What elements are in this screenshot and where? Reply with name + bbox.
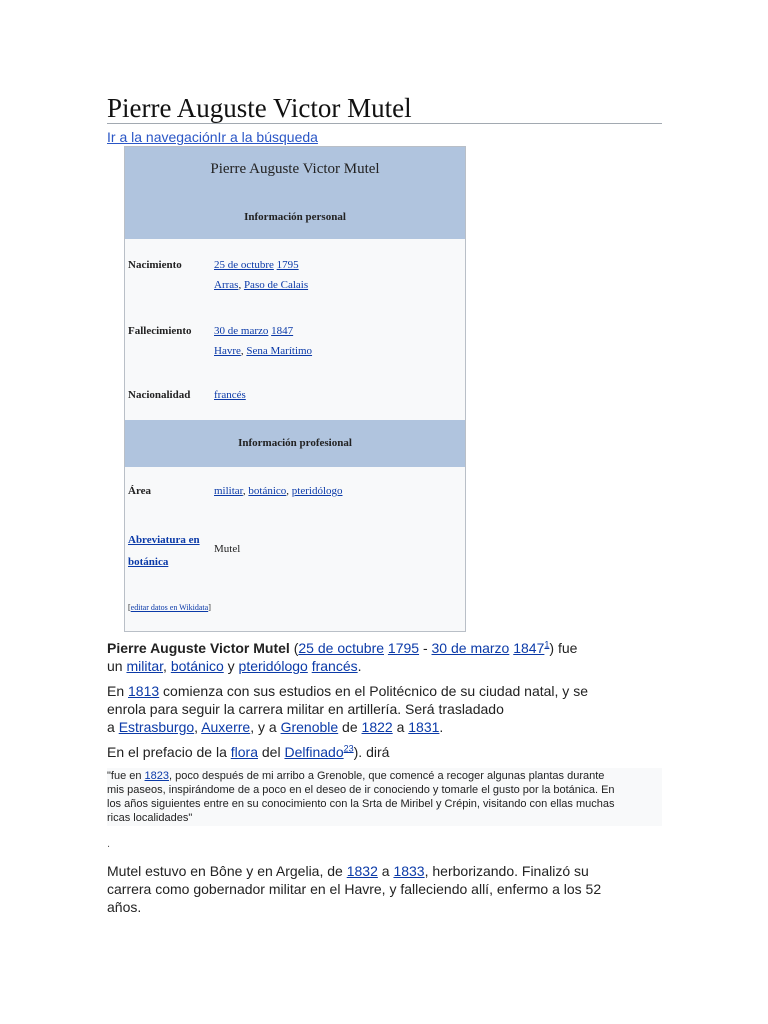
botanico-link[interactable]: botánico [170,658,224,674]
year-1822-link[interactable]: 1822 [361,719,393,735]
text: comienza con sus estudios en el Politécnico de su ciudad natal, y se [159,683,588,699]
death-date-link[interactable]: 30 de marzo [214,325,269,337]
blockquote [107,768,662,826]
frances-link[interactable]: francés [311,658,358,674]
infobox-header [125,147,465,239]
text: un [107,658,127,674]
abbreviation-label-link[interactable] [128,534,200,568]
birth-date-link[interactable]: 25 de octubre [298,640,385,656]
area-botanico-link[interactable]: botánico [248,485,287,497]
text: de [338,719,362,735]
jump-to-search-link[interactable]: Ir a la búsqueda [217,129,318,145]
area-pteridologo-link[interactable]: pteridólogo [291,485,343,497]
death-date-link[interactable]: 30 de marzo [431,640,510,656]
area-value [214,481,343,501]
birth-value [214,255,308,295]
jump-links [107,128,318,146]
text: En el prefacio de la [107,744,231,760]
area-label: Área [128,485,152,497]
infobox-section-professional-header [125,420,465,467]
infobox-title: Pierre Auguste Victor Mutel [210,161,380,177]
nationality-link[interactable]: francés [214,389,246,401]
text: ( [289,640,299,656]
paragraph-career [107,862,662,916]
separator: , [242,485,249,497]
birth-year-link[interactable]: 1795 [387,640,420,656]
text: del [257,744,285,760]
militar-link[interactable]: militar [126,658,164,674]
text: , herborizando. Finalizó su [424,863,589,879]
grenoble-link[interactable]: Grenoble [280,719,339,735]
year-1833-link[interactable]: 1833 [393,863,425,879]
text: a [392,719,409,735]
birth-date-link[interactable]: 25 de octubre [214,259,274,271]
separator: , [240,345,247,357]
text: , [194,719,202,735]
year-1823-link[interactable]: 1823 [144,770,170,782]
text: ). dirá [353,744,390,760]
bracket: ] [208,603,211,612]
separator-dot: . [107,838,111,850]
edit-wikidata-link[interactable]: editar datos en Wikidata [130,603,209,612]
birth-city-link[interactable]: Arras [214,279,239,291]
death-year-link[interactable]: 1847 [513,640,545,656]
text: a [107,719,119,735]
separator: , [286,485,292,497]
birth-label: Nacimiento [128,259,182,271]
delfinado-link[interactable]: Delfinado [284,744,344,760]
abbreviation-value: Mutel [214,543,241,555]
text: enrola para seguir la carrera militar en artillería. Será trasladado [107,701,504,717]
text: , [163,658,171,674]
auxerre-link[interactable]: Auxerre [201,719,251,735]
text: y [223,658,239,674]
bold-name: Pierre Auguste Victor Mutel [107,640,290,656]
title-divider [107,123,662,124]
text: "fue en [107,770,145,782]
infobox-section-professional: Información profesional [238,437,352,449]
nationality-value [214,385,246,405]
text: En [107,683,129,699]
nationality-label: Nacionalidad [128,389,191,401]
page-title: Pierre Auguste Victor Mutel [107,93,412,123]
text: años. [107,899,142,915]
death-year-link[interactable]: 1847 [271,325,294,337]
text: los años siguientes entre en su conocimiento con la Srta de Miribel y Crépin, visitando con ellas muchas [107,798,615,810]
text: a [377,863,394,879]
flora-link[interactable]: flora [230,744,258,760]
estrasburgo-link[interactable]: Estrasburgo [118,719,195,735]
text: ) fue [549,640,578,656]
text: - [419,640,432,656]
text: mis paseos, inspirándome de a poco en el deseo de ir conociendo y tomarle el gusto por la botánica. En [107,784,615,796]
reference-link[interactable]: 23 [343,743,354,754]
infobox [124,146,466,632]
abbreviation-label-line1: Abreviatura en [128,534,200,546]
year-1831-link[interactable]: 1831 [408,719,440,735]
pteridologo-link[interactable]: pteridólogo [238,658,308,674]
text: , poco después de mi arribo a Grenoble, que comencé a recoger algunas plantas durante [169,770,605,782]
paragraph-preface [107,743,662,761]
paragraph-intro [107,639,662,675]
text: , y a [250,719,281,735]
death-city-link[interactable]: Havre [214,345,241,357]
bracket: [ [128,603,131,612]
year-1813-link[interactable]: 1813 [128,683,160,699]
abbreviation-label-line2: botánica [128,556,169,568]
birth-region-link[interactable]: Paso de Calais [243,279,309,291]
text: Mutel estuvo en Bône y en Argelia, de [107,863,347,879]
area-militar-link[interactable]: militar [214,485,243,497]
year-1832-link[interactable]: 1832 [346,863,378,879]
abbreviation-label [128,529,200,573]
text: carrera como gobernador militar en el Havre, y falleciendo allí, enfermo a los 52 [107,881,602,897]
quote-text [107,768,662,825]
death-label: Fallecimiento [128,325,192,337]
death-region-link[interactable]: Sena Marítimo [246,345,313,357]
paragraph-studies [107,682,662,736]
text: . [439,719,444,735]
text: ricas localidades" [107,812,193,824]
infobox-footer [128,603,211,612]
text: . [357,658,362,674]
separator: , [238,279,244,291]
death-value [214,321,312,361]
reference-link[interactable]: 1 [544,639,550,650]
infobox-section-personal: Información personal [244,211,346,223]
birth-year-link[interactable]: 1795 [276,259,299,271]
jump-to-navigation-link[interactable]: Ir a la navegación [107,129,218,145]
